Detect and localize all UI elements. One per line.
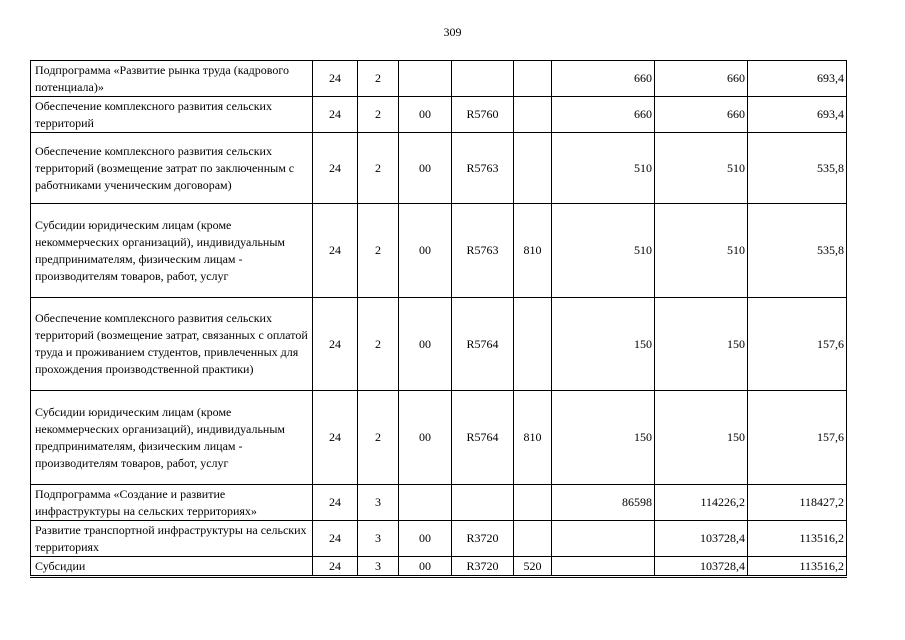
amount-year-1: 150	[552, 298, 655, 391]
ministry-code: 24	[313, 204, 358, 298]
row-name: Обеспечение комплексного развития сельских территорий (возмещение затрат, связанных с оплатой труда и проживанием студентов, привлеченных для прохождения производственной практики)	[31, 298, 313, 391]
amount-year-1	[552, 557, 655, 577]
subprogram-code: 2	[358, 204, 399, 298]
amount-year-3: 535,8	[748, 133, 847, 204]
expense-type-code	[514, 133, 552, 204]
expense-type-code: 520	[514, 557, 552, 577]
ministry-code: 24	[313, 521, 358, 557]
amount-year-2: 150	[655, 391, 748, 485]
row-name: Обеспечение комплексного развития сельских территорий	[31, 97, 313, 133]
ministry-code: 24	[313, 298, 358, 391]
amount-year-3: 693,4	[748, 61, 847, 97]
direction-code: R5763	[452, 204, 514, 298]
row-name: Обеспечение комплексного развития сельских территорий (возмещение затрат по заключенным с работниками ученическим договорам)	[31, 133, 313, 204]
table-row	[31, 204, 847, 298]
amount-year-1: 86598	[552, 485, 655, 521]
expense-type-code	[514, 97, 552, 133]
subprogram-code: 2	[358, 391, 399, 485]
table-row	[31, 97, 847, 133]
amount-year-3: 157,6	[748, 391, 847, 485]
subprogram-code: 3	[358, 485, 399, 521]
amount-year-1: 510	[552, 133, 655, 204]
table-row	[31, 521, 847, 557]
amount-year-1: 660	[552, 61, 655, 97]
amount-year-2: 510	[655, 204, 748, 298]
table-row	[31, 298, 847, 391]
ministry-code: 24	[313, 97, 358, 133]
subprogram-code: 2	[358, 298, 399, 391]
measure-code: 00	[399, 97, 452, 133]
ministry-code: 24	[313, 61, 358, 97]
expense-type-code	[514, 298, 552, 391]
direction-code	[452, 61, 514, 97]
amount-year-2: 114226,2	[655, 485, 748, 521]
table-row	[31, 391, 847, 485]
expense-type-code: 810	[514, 391, 552, 485]
row-name: Подпрограмма «Создание и развитие инфраструктуры на сельских территориях»	[31, 485, 313, 521]
direction-code	[452, 485, 514, 521]
measure-code: 00	[399, 133, 452, 204]
direction-code: R5764	[452, 391, 514, 485]
subprogram-code: 2	[358, 97, 399, 133]
row-name: Субсидии юридическим лицам (кроме некоммерческих организаций), индивидуальным предпринимателям, физическим лицам - производителям товаров, работ, услуг	[31, 204, 313, 298]
row-name: Субсидии	[31, 557, 313, 577]
measure-code: 00	[399, 521, 452, 557]
table-row	[31, 557, 847, 577]
amount-year-3: 157,6	[748, 298, 847, 391]
table-row	[31, 61, 847, 97]
page-number: 309	[443, 25, 462, 39]
row-name: Подпрограмма «Развитие рынка труда (кадрового потенциала)»	[31, 61, 313, 97]
ministry-code: 24	[313, 485, 358, 521]
row-name: Субсидии юридическим лицам (кроме некоммерческих организаций), индивидуальным предпринимателям, физическим лицам - производителям товаров, работ, услуг	[31, 391, 313, 485]
measure-code: 00	[399, 391, 452, 485]
budget-table	[30, 60, 847, 578]
measure-code	[399, 485, 452, 521]
direction-code: R5760	[452, 97, 514, 133]
subprogram-code: 2	[358, 61, 399, 97]
expense-type-code	[514, 485, 552, 521]
amount-year-1	[552, 521, 655, 557]
amount-year-1: 660	[552, 97, 655, 133]
amount-year-3: 693,4	[748, 97, 847, 133]
amount-year-2: 660	[655, 61, 748, 97]
measure-code: 00	[399, 557, 452, 577]
ministry-code: 24	[313, 391, 358, 485]
amount-year-2: 150	[655, 298, 748, 391]
amount-year-3: 118427,2	[748, 485, 847, 521]
direction-code: R5763	[452, 133, 514, 204]
amount-year-1: 150	[552, 391, 655, 485]
amount-year-3: 113516,2	[748, 557, 847, 577]
direction-code: R3720	[452, 521, 514, 557]
table-row	[31, 133, 847, 204]
table-row	[31, 485, 847, 521]
subprogram-code: 3	[358, 521, 399, 557]
amount-year-2: 660	[655, 97, 748, 133]
subprogram-code: 3	[358, 557, 399, 577]
expense-type-code	[514, 61, 552, 97]
measure-code: 00	[399, 204, 452, 298]
row-name: Развитие транспортной инфраструктуры на сельских территориях	[31, 521, 313, 557]
amount-year-1: 510	[552, 204, 655, 298]
measure-code	[399, 61, 452, 97]
expense-type-code: 810	[514, 204, 552, 298]
amount-year-2: 103728,4	[655, 521, 748, 557]
measure-code: 00	[399, 298, 452, 391]
expense-type-code	[514, 521, 552, 557]
amount-year-2: 103728,4	[655, 557, 748, 577]
ministry-code: 24	[313, 557, 358, 577]
direction-code: R3720	[452, 557, 514, 577]
amount-year-3: 535,8	[748, 204, 847, 298]
subprogram-code: 2	[358, 133, 399, 204]
amount-year-3: 113516,2	[748, 521, 847, 557]
direction-code: R5764	[452, 298, 514, 391]
amount-year-2: 510	[655, 133, 748, 204]
ministry-code: 24	[313, 133, 358, 204]
